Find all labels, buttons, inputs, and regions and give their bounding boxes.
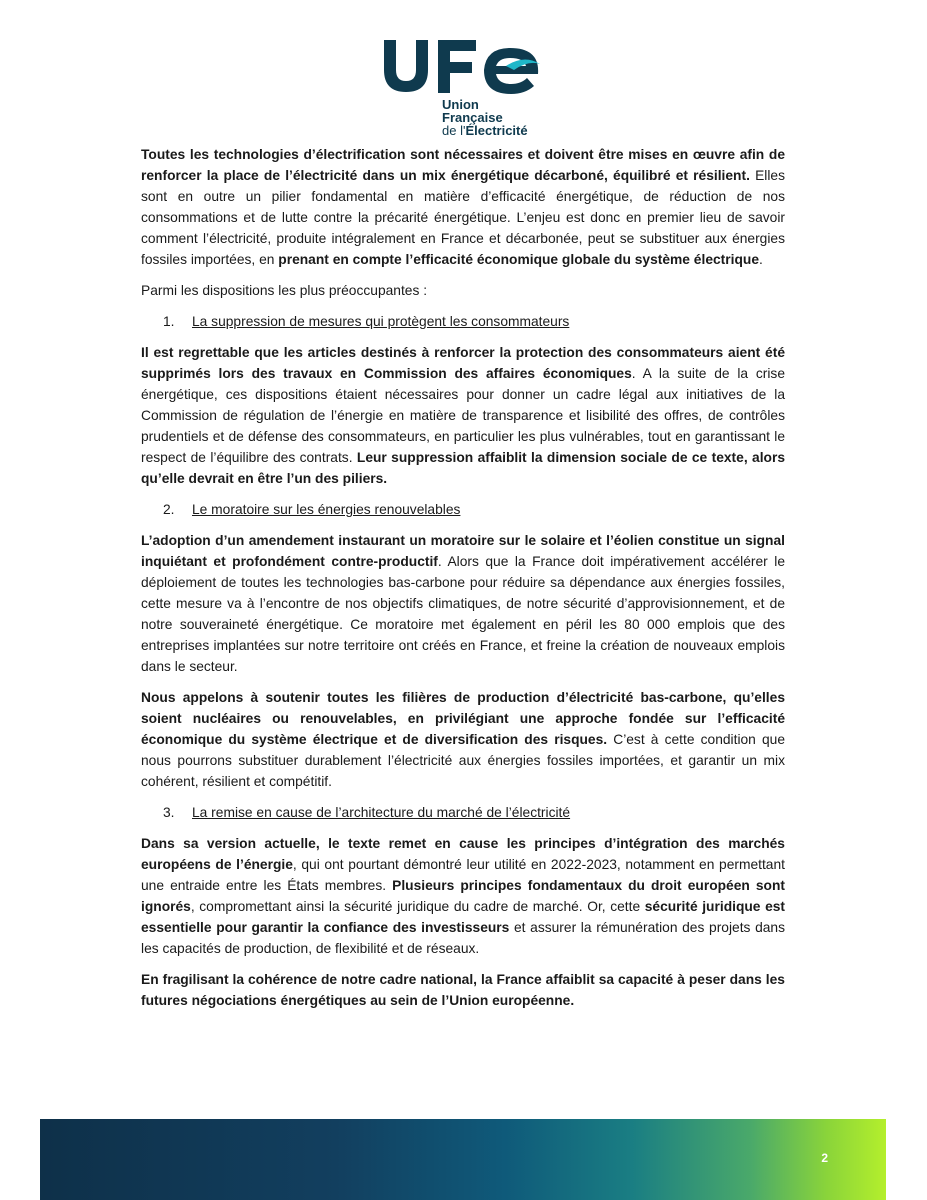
- section-2-heading: 2. Le moratoire sur les énergies renouvelables: [163, 502, 461, 517]
- footer-gradient-band: [40, 1119, 886, 1200]
- logo-line-union: Union: [442, 97, 479, 112]
- ufe-logo: [378, 36, 553, 140]
- document-body: [141, 144, 785, 1011]
- section-1-paragraph: Il est regrettable que les articles destinés à renforcer la protection des consommateurs aient été supprimés lors des travaux en Commission des affaires économiques. A la suite de la crise énergétique, ces dispositions étaient nécessaires pour donner un cadre légal aux initiatives de la Commission de régulation de l’énergie en matière de transparence et lisibilité des offres, de contrôles prudentiels et de défense des consommateurs, en particulier les plus vulnérables, tout en garantissant le respect de l’équilibre des contrats. Leur suppression affaiblit la dimension sociale de ce texte, alors qu’elle devrait en être l’un des piliers.: [141, 345, 786, 486]
- page-number: 2: [821, 1151, 828, 1165]
- section-3-heading: 3. La remise en cause de l’architecture du marché de l’électricité: [163, 805, 571, 820]
- lead-sentence: Parmi les dispositions les plus préoccupantes :: [141, 283, 428, 298]
- section-3-paragraph-2: En fragilisant la cohérence de notre cadre national, la France affaiblit sa capacité à peser dans les futures négociations énergétiques au sein de l’Union européenne.: [141, 972, 785, 1008]
- section-2-paragraph-1: L’adoption d’un amendement instaurant un moratoire sur le solaire et l’éolien constitue un signal inquiétant et profondément contre-productif. Alors que la France doit impérativement accélérer le déploiement de toutes les technologies bas-carbone pour réduire sa dépendance aux énergies fossiles, cette mesure va à l’encontre de nos objectifs climatiques, de notre sécurité d’approvisionnement, et de notre souveraineté énergétique. Ce moratoire met également en péril les 80 000 emplois que des entreprises implantées sur notre territoire ont créés en France, et freine la création de nouveaux emplois dans le secteur.: [141, 533, 785, 674]
- logo-line-francaise: Française: [442, 110, 503, 125]
- intro-paragraph: Toutes les technologies d’électrification sont nécessaires et doivent être mises en œuvre afin de renforcer la place de l’électricité dans un mix énergétique décarboné, équilibré et résilient. Elles sont en outre un pilier fondamental en matière d’efficacité énergétique, de réduction de nos consommations et de lutte contre la précarité énergétique. L’enjeu est donc en premier lieu de savoir comment l’électricité, produite intégralement en France et décarbonée, peut se substituer aux énergies fossiles importées, en prenant en compte l’efficacité économique globale du système électrique.: [141, 147, 785, 267]
- section-1-heading: 1. La suppression de mesures qui protègent les consommateurs: [163, 314, 570, 329]
- ufe-logo-mark: [378, 36, 553, 98]
- ufe-logo-text: [442, 98, 528, 137]
- section-2-paragraph-2: Nous appelons à soutenir toutes les filières de production d’électricité bas-carbone, qu’elles soient nucléaires ou renouvelables, en privilégiant une approche fondée sur l’efficacité économique du système électrique et de diversification des risques. C’est à cette condition que nous pourrons substituer durablement l’électricité aux énergies fossiles importées, et garantir un mix cohérent, résilient et compétitif.: [141, 690, 785, 789]
- logo-line-electricite: de l'Électricité: [442, 123, 528, 138]
- section-3-paragraph-1: Dans sa version actuelle, le texte remet en cause les principes d’intégration des marchés européens de l’énergie, qui ont pourtant démontré leur utilité en 2022-2023, notamment en permettant une entraide entre les États membres. Plusieurs principes fondamentaux du droit européen sont ignorés, compromettant ainsi la sécurité juridique du cadre de marché. Or, cette sécurité juridique est essentielle pour garantir la confiance des investisseurs et assurer la rémunération des projets dans les capacités de production, de flexibilité et de réseaux.: [141, 836, 786, 956]
